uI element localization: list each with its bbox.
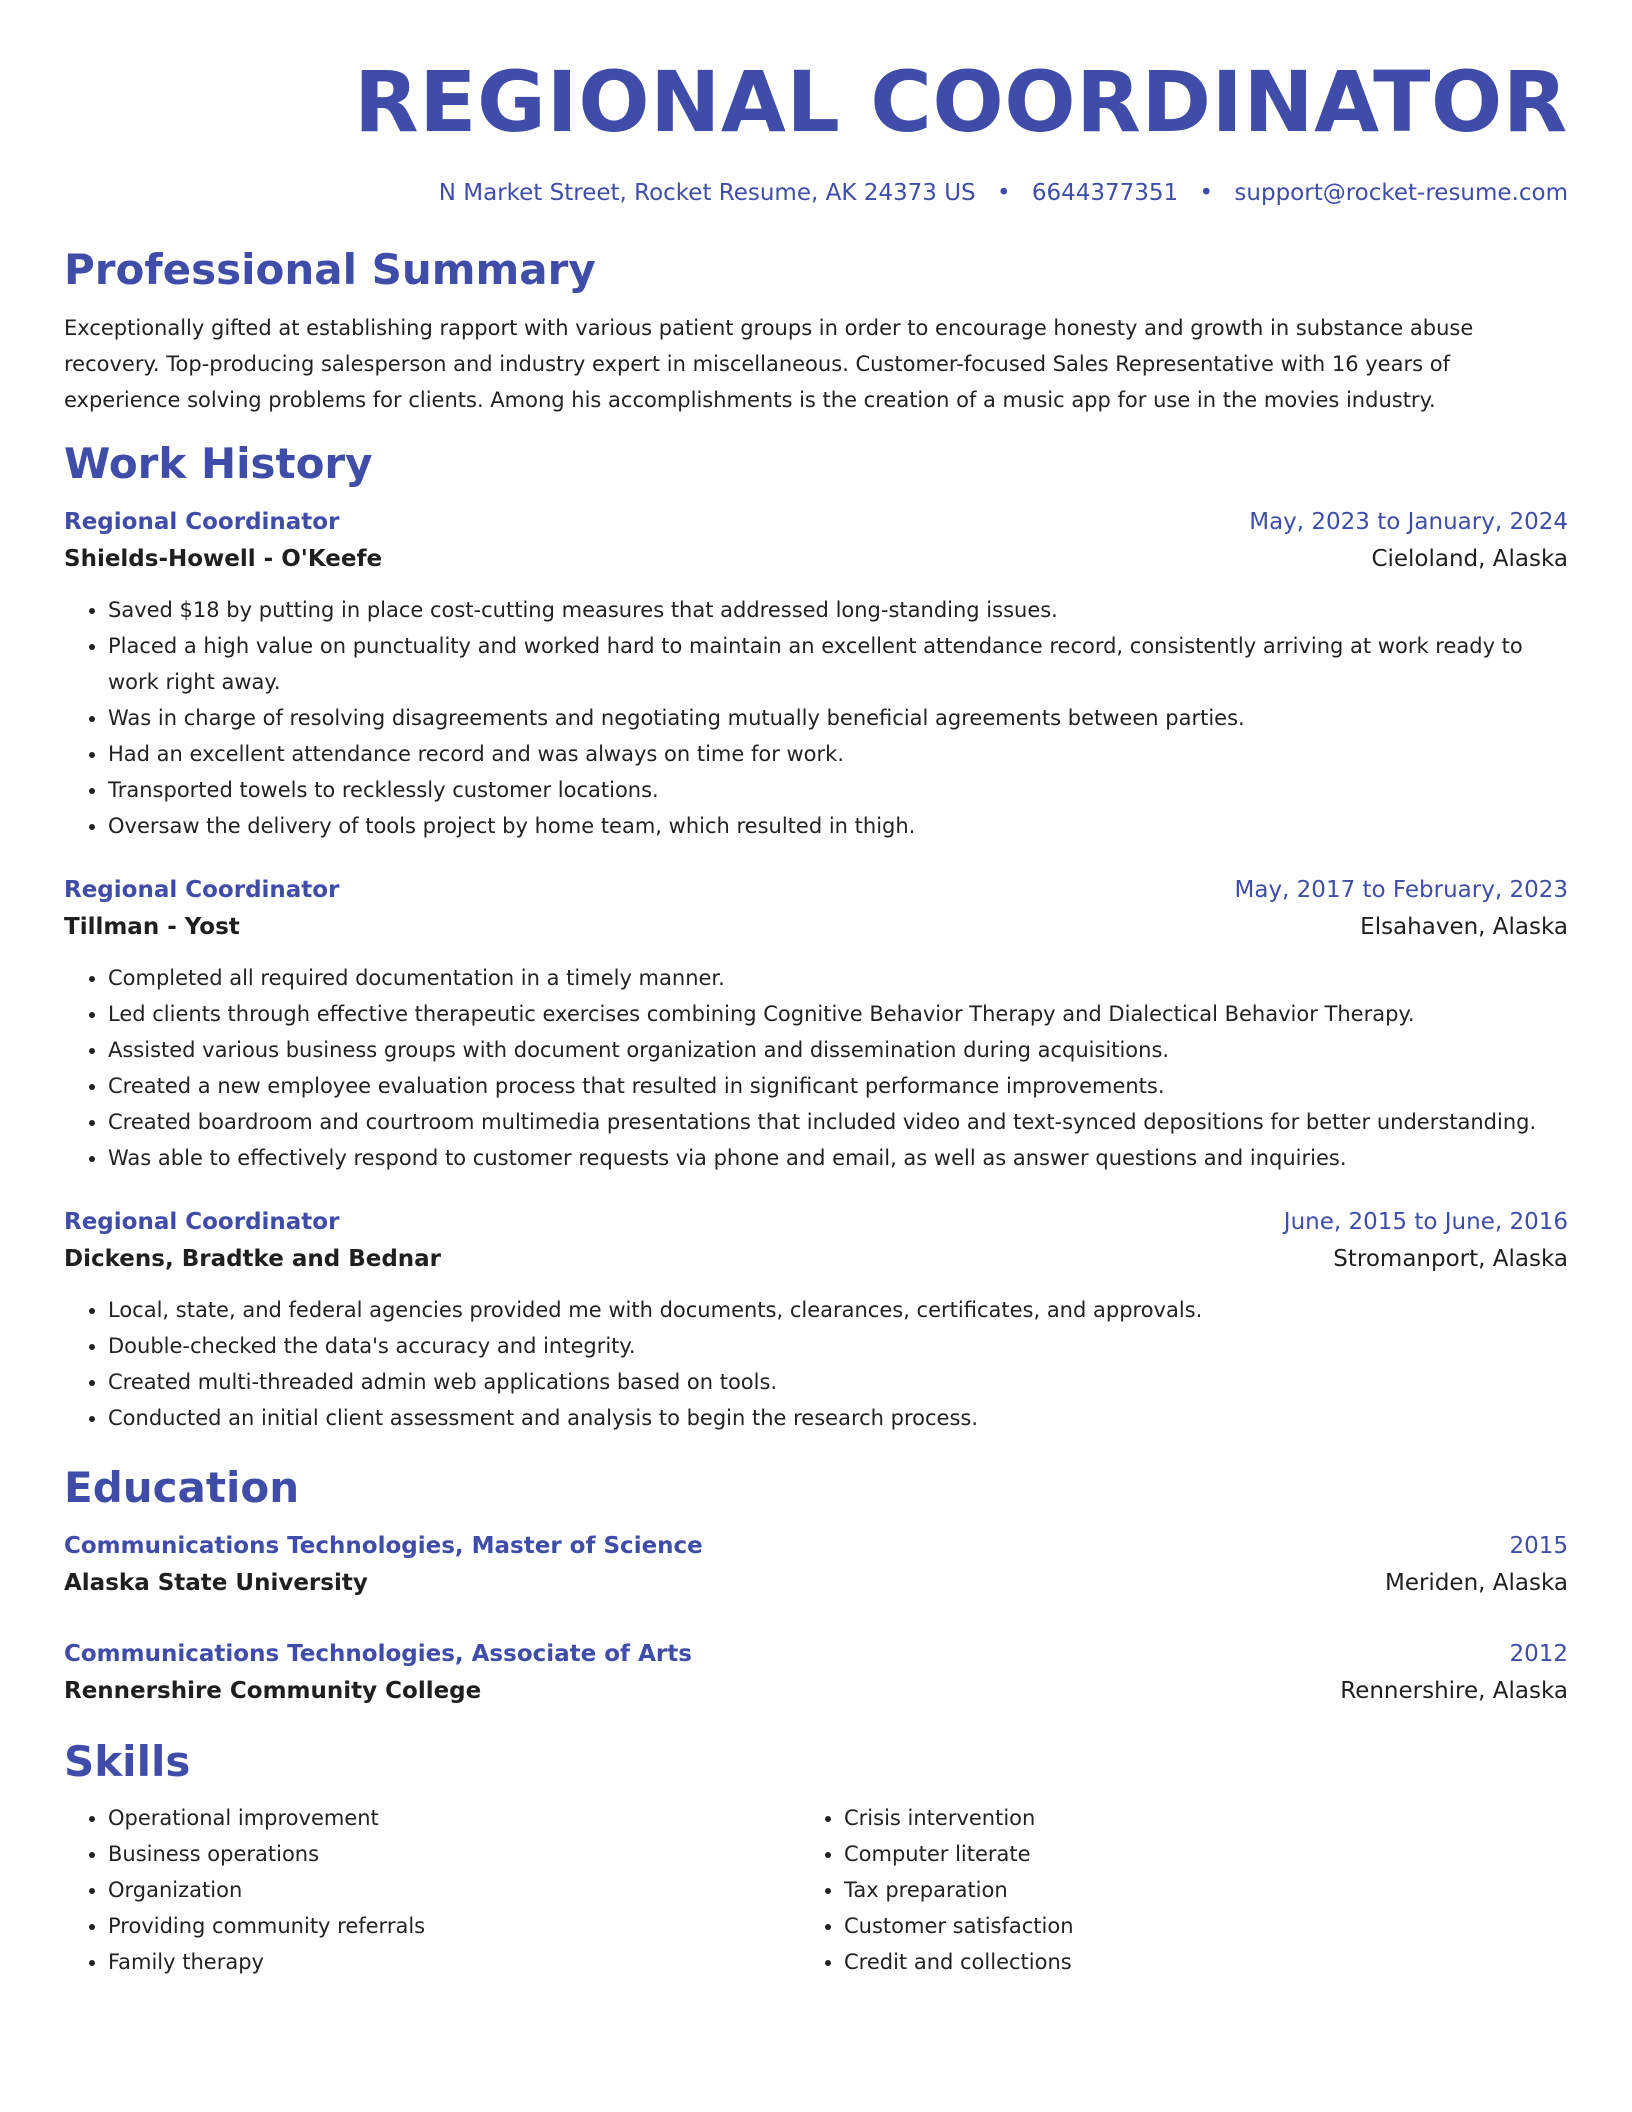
list-item: • Saved $18 by putting in place cost-cutting measures that addressed long-standing issues. xyxy=(108,592,1568,628)
skills-columns xyxy=(64,1800,1568,1980)
skill-item: • Credit and collections xyxy=(844,1944,1536,1980)
contact-separator: • xyxy=(996,180,1011,206)
job-dates: June, 2015 to June, 2016 xyxy=(1283,1209,1568,1235)
skills-heading: Skills xyxy=(64,1737,191,1786)
list-item: • Local, state, and federal agencies provided me with documents, clearances, certificates, and approvals. xyxy=(108,1292,1568,1328)
education-heading: Education xyxy=(64,1463,300,1512)
contact-address: N Market Street, Rocket Resume, AK 24373 US xyxy=(438,180,976,206)
education-entry xyxy=(64,1528,1568,1602)
list-item: • Conducted an initial client assessment and analysis to begin the research process. xyxy=(108,1400,1568,1436)
summary-heading: Professional Summary xyxy=(64,245,596,294)
skill-item: • Computer literate xyxy=(844,1836,1536,1872)
skill-item: • Organization xyxy=(108,1872,800,1908)
skill-item: • Providing community referrals xyxy=(108,1908,800,1944)
school-name: Alaska State University xyxy=(64,1570,368,1596)
company-name: Dickens, Bradtke and Bednar xyxy=(64,1246,442,1272)
list-item: • Created a new employee evaluation process that resulted in significant performance improvements. xyxy=(108,1068,1568,1104)
degree-year: 2015 xyxy=(1509,1533,1568,1559)
job-location: Stromanport, Alaska xyxy=(1333,1246,1568,1272)
job-dates: May, 2017 to February, 2023 xyxy=(1234,877,1568,903)
skills-list-right xyxy=(800,1800,1536,1980)
job-bullets xyxy=(64,592,1568,844)
job-title: Regional Coordinator xyxy=(64,877,340,903)
school-location: Rennershire, Alaska xyxy=(1340,1678,1568,1704)
skill-item: • Crisis intervention xyxy=(844,1800,1536,1836)
list-item: • Was able to effectively respond to customer requests via phone and email, as well as answer questions and inquiries. xyxy=(108,1140,1568,1176)
resume-name: REGIONAL COORDINATOR xyxy=(353,53,1568,151)
contact-phone: 6644377351 xyxy=(1031,180,1179,206)
list-item: • Created multi-threaded admin web applications based on tools. xyxy=(108,1364,1568,1400)
degree-year: 2012 xyxy=(1509,1641,1568,1667)
summary-text: Exceptionally gifted at establishing rapport with various patient groups in order to encourage honesty and growth in substance abuse recovery. Top-producing salesperson and industry expert in miscellaneous. Customer-focused Sales Representative with 16 years of experience solving problems for clients. Among his accomplishments is the creation of a music app for use in the movies industry. xyxy=(64,316,1474,412)
skill-item: • Family therapy xyxy=(108,1944,800,1980)
job-location: Cieloland, Alaska xyxy=(1371,546,1568,572)
list-item: • Had an excellent attendance record and was always on time for work. xyxy=(108,736,1568,772)
skill-item: • Tax preparation xyxy=(844,1872,1536,1908)
job-title: Regional Coordinator xyxy=(64,1209,340,1235)
list-item: • Placed a high value on punctuality and worked hard to maintain an excellent attendance record, consistently arriving at work ready to work right away. xyxy=(108,628,1568,700)
degree-name: Communications Technologies, Associate of Arts xyxy=(64,1641,692,1667)
list-item: • Was in charge of resolving disagreements and negotiating mutually beneficial agreements between parties. xyxy=(108,700,1568,736)
list-item: • Assisted various business groups with document organization and dissemination during acquisitions. xyxy=(108,1032,1568,1068)
list-item: • Created boardroom and courtroom multimedia presentations that included video and text-synced depositions for better understanding. xyxy=(108,1104,1568,1140)
list-item: • Oversaw the delivery of tools project by home team, which resulted in thigh. xyxy=(108,808,1568,844)
education-entry xyxy=(64,1636,1568,1710)
job-location: Elsahaven, Alaska xyxy=(1360,914,1568,940)
skill-item: • Customer satisfaction xyxy=(844,1908,1536,1944)
school-location: Meriden, Alaska xyxy=(1384,1570,1568,1596)
work-entry xyxy=(64,504,1568,844)
contact-line xyxy=(64,178,1568,208)
work-entry xyxy=(64,1204,1568,1436)
job-bullets xyxy=(64,1292,1568,1436)
work-history-heading: Work History xyxy=(64,439,373,488)
contact-email: support@rocket-resume.com xyxy=(1234,180,1568,206)
work-entry xyxy=(64,872,1568,1176)
company-name: Tillman - Yost xyxy=(64,914,240,940)
skill-item: • Business operations xyxy=(108,1836,800,1872)
list-item: • Completed all required documentation in a timely manner. xyxy=(108,960,1568,996)
list-item: • Led clients through effective therapeutic exercises combining Cognitive Behavior Therapy and Dialectical Behavior Therapy. xyxy=(108,996,1568,1032)
job-dates: May, 2023 to January, 2024 xyxy=(1249,509,1568,535)
job-bullets xyxy=(64,960,1568,1176)
list-item: • Double-checked the data's accuracy and integrity. xyxy=(108,1328,1568,1364)
school-name: Rennershire Community College xyxy=(64,1678,482,1704)
list-item: • Transported towels to recklessly customer locations. xyxy=(108,772,1568,808)
skill-item: • Operational improvement xyxy=(108,1800,800,1836)
contact-separator: • xyxy=(1199,180,1214,206)
resume-header xyxy=(64,53,1568,208)
company-name: Shields-Howell - O'Keefe xyxy=(64,546,383,572)
skills-list-left xyxy=(64,1800,800,1980)
degree-name: Communications Technologies, Master of Science xyxy=(64,1533,703,1559)
job-title: Regional Coordinator xyxy=(64,509,340,535)
